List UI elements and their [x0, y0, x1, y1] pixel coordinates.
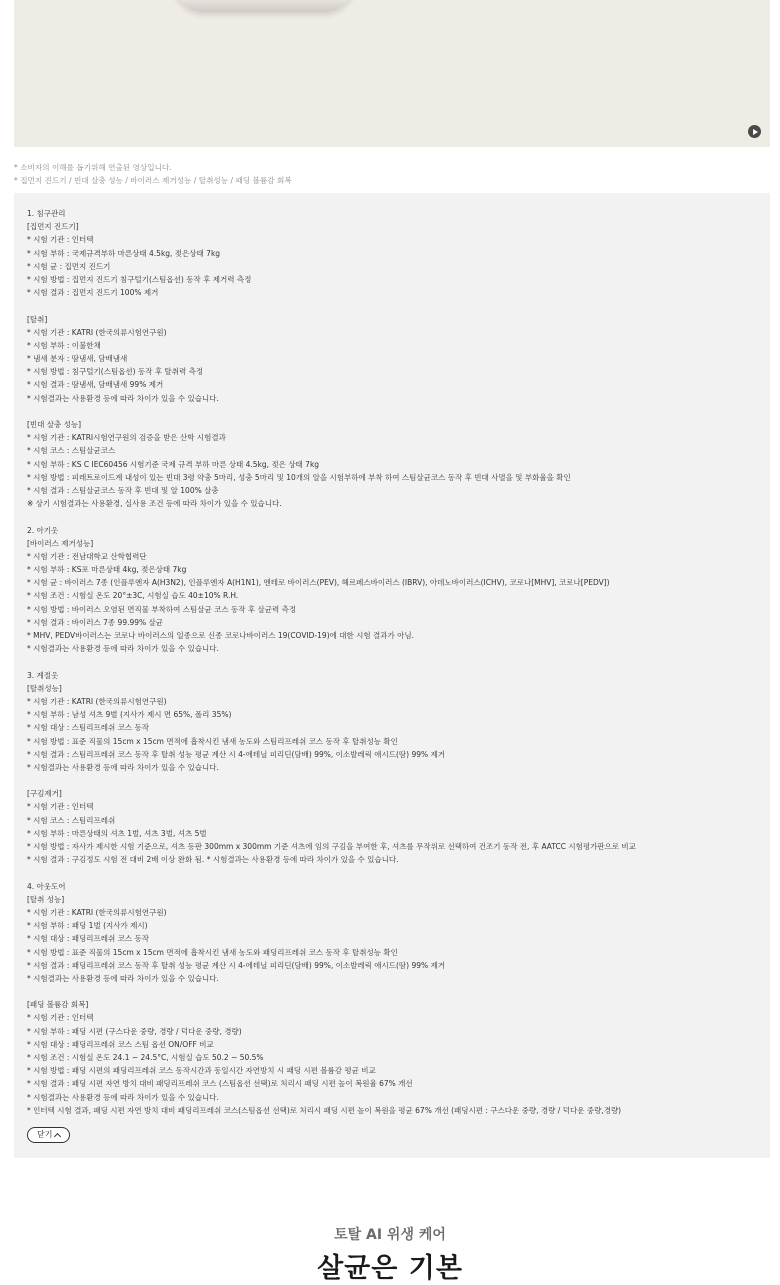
detail-line: * 시험 조건 : 시험실 온도 20°±3C, 시험실 습도 40±10% R.H. — [27, 591, 239, 601]
detail-line: * 시험 코스 : 스팀살균코스 — [27, 446, 116, 456]
detail-line: * 시험 결과 : 집먼지 진드기 100% 제거 — [27, 288, 159, 298]
detail-line: * 시험 부하 : KS C IEC60456 시험기준 국제 규격 부하 마른 상태 4.5kg, 젖은 상태 7kg — [27, 459, 320, 469]
detail-line: * 시험 코스 : 스팀리프레쉬 — [27, 815, 116, 825]
section-title: 살균은 기본 — [317, 1253, 463, 1284]
detail-line: * 시험 방법 : 바이러스 오염된 면직물 부착하여 스팀살균 코스 동작 후 살균력 측정 — [27, 604, 297, 614]
detail-line: * 시험 기관 : 전남대학교 산학협력단 — [27, 551, 147, 561]
detail-line: * 인터텍 시험 결과, 패딩 시편 자연 방치 대비 패딩리프레쉬 코스(스팀옵션 선택)로 처리시 패딩 시편 높이 복원을 평균 67% 개선 (패딩시편 : 구스다운 중량, 경량 / 덕다운 중량,경량) — [27, 1105, 622, 1115]
video-note: * 집먼지 진드기 / 빈대 살충 성능 / 바이러스 제거성능 / 탈취성능 / 패딩 볼륨감 회복 — [14, 176, 292, 185]
detail-line: [탈취 성능] — [27, 894, 65, 904]
detail-line: [패딩 볼륨감 회복] — [27, 1000, 89, 1010]
detail-line: * 시험 방법 : 자사가 제시한 시험 기준으로, 셔츠 등판 300mm x 300mm 기준 셔츠에 임의 구김을 부여한 후, 셔츠를 무작위로 선택하여 건조기 동작 전, 후 AATCC 시험평가판으로 비교 — [27, 842, 636, 851]
detail-line: * 시험 부하 : KS포 마른상태 4kg, 젖은상태 7kg — [27, 565, 187, 575]
detail-line: * 시험 결과 : 패딩 시편 자연 방치 대비 패딩리프레쉬 코스 (스팀옵션 선택)로 처리시 패딩 시편 높이 복원율 67% 개선 — [27, 1079, 413, 1089]
detail-line: * 시험결과는 사용환경 등에 따라 차이가 있을 수 있습니다. — [27, 644, 219, 654]
detail-line — [27, 985, 757, 998]
detail-line: * 시험 기관 : KATRI (한국의류시험연구원) — [27, 696, 167, 706]
video-notes — [14, 161, 292, 187]
detail-line: 4. 아웃도어 — [27, 881, 66, 891]
detail-line: * 시험 방법 : 집먼지 진드기 침구털기(스팀옵션) 동작 후 제거력 측정 — [27, 274, 252, 284]
detail-line — [27, 510, 757, 523]
detail-line: * 시험 부하 : 패딩 시편 (구스다운 중량, 경량 / 덕다운 중량, 경량) — [27, 1026, 242, 1036]
test-details-text — [27, 207, 757, 1117]
detail-line: * 시험 결과 : 바이러스 7종 99.99% 살균 — [27, 617, 164, 627]
detail-line: [탈취] — [27, 314, 48, 324]
detail-line: * 시험 균 : 집먼지 진드기 — [27, 261, 111, 271]
detail-line: * 냄새 분자 : 땀냄새, 담배냄새 — [27, 354, 128, 364]
play-icon[interactable] — [748, 125, 761, 138]
detail-line: * 시험 방법 : 표준 직물의 15cm x 15cm 면적에 흡착시킨 냄새 농도와 스팀리프레쉬 코스 동작 후 탈취성능 확인 — [27, 736, 398, 746]
close-button[interactable] — [27, 1127, 70, 1143]
detail-line: 1. 침구관리 — [27, 209, 66, 218]
detail-line: * 시험 기관 : KATRI (한국의류시험연구원) — [27, 327, 167, 337]
video-note: * 소비자의 이해를 돕기위해 연출된 영상입니다. — [14, 163, 172, 172]
detail-line: * 시험 결과 : 구김정도 시험 전 대비 2배 이상 완화 됨. * 시험결과는 사용환경 등에 따라 차이가 있을 수 있습니다. — [27, 855, 399, 865]
detail-line: [바이러스 제거성능] — [27, 538, 94, 548]
close-button-label: 닫기 — [37, 1130, 53, 1139]
detail-line: * 시험 조건 : 시험실 온도 24.1 ~ 24.5°C, 시험실 습도 50.2 ~ 50.5% — [27, 1053, 264, 1062]
detail-line: * 시험 결과 : 패딩리프레쉬 코스 동작 후 탈취 성능 평균 계산 시 4-에테닐 피리딘(담배) 99%, 이소발레릭 애시드(땀) 99% 제거 — [27, 960, 446, 970]
detail-line: * 시험 부하 : 국제규격부하 마른상태 4.5kg, 젖은상태 7kg — [27, 248, 221, 258]
detail-line: * MHV, PEDV바이러스는 코로나 바이러스의 일종으로 신종 코로나바이러스 19(COVID-19)에 대한 시험 결과가 아님. — [27, 631, 414, 640]
product-image — [174, 0, 354, 12]
detail-line — [27, 655, 757, 668]
section-subtitle: 토탈 AI 위생 케어 — [334, 1227, 446, 1243]
detail-line: [구김제거] — [27, 789, 62, 799]
detail-line: ※ 상기 시험결과는 사용환경, 실사용 조건 등에 따라 차이가 있을 수 있습니다. — [27, 499, 282, 509]
detail-line: [빈대 살충 성능] — [27, 420, 82, 429]
detail-line: * 시험 결과 : 땀냄새, 담배냄새 99% 제거 — [27, 380, 164, 390]
detail-line: 2. 아기옷 — [27, 525, 59, 535]
detail-line: * 시험결과는 사용환경 등에 따라 차이가 있을 수 있습니다. — [27, 762, 219, 772]
test-details-panel — [14, 193, 770, 1158]
detail-line: [집먼지 진드기] — [27, 222, 79, 232]
detail-line: * 시험 기관 : KATRI시험연구원의 검증을 받은 산학 시험결과 — [27, 433, 226, 443]
detail-line — [27, 866, 757, 879]
detail-line: * 시험 부하 : 이불한채 — [27, 340, 101, 350]
chevron-up-icon — [54, 1132, 61, 1139]
detail-line: * 시험 기관 : 인터텍 — [27, 235, 94, 245]
detail-line: * 시험 대상 : 패딩리프레쉬 코스 동작 — [27, 934, 150, 944]
detail-line: * 시험 대상 : 패딩리프레쉬 코스 스팀 옵션 ON/OFF 비교 — [27, 1039, 214, 1049]
detail-line — [27, 405, 757, 418]
detail-line — [27, 774, 757, 787]
detail-line: * 시험결과는 사용환경 등에 따라 차이가 있을 수 있습니다. — [27, 973, 219, 983]
promo-video[interactable] — [14, 0, 770, 147]
detail-line: [탈취성능] — [27, 683, 62, 693]
detail-line: * 시험 부하 : 남성 셔츠 9벌 (지사가 제시 면 65%, 폴리 35%) — [27, 710, 232, 720]
detail-line — [27, 299, 757, 312]
detail-line: * 시험 방법 : 피레트로이드계 내성이 있는 빈대 3령 약충 5마리, 성충 5마리 및 10개의 알을 시험부하에 부착 하여 스팀살균코스 동작 후 빈대 사멸을 및 부화율을 확인 — [27, 472, 571, 482]
detail-line: * 시험결과는 사용환경 등에 따라 차이가 있을 수 있습니다. — [27, 393, 219, 403]
detail-line: * 시험결과는 사용환경 등에 따라 차이가 있을 수 있습니다. — [27, 1092, 219, 1102]
detail-line: * 시험 대상 : 스팀리프레쉬 코스 동작 — [27, 723, 150, 733]
detail-line: * 시험 균 : 바이러스 7종 (인플루엔자 A(H3N2), 인플루엔자 A(H1N1), 엔테로 바이러스(PEV), 헤르페스바이러스 (IBRV), 아데노바이러스(ICHV), 코로나[MHV], 코로나[PEDV]) — [27, 578, 610, 588]
detail-line: * 시험 기관 : KATRI (한국의류시험연구원) — [27, 907, 167, 917]
detail-line: * 시험 부하 : 마른상태의 셔츠 1벌, 셔츠 3벌, 셔츠 5벌 — [27, 828, 207, 838]
detail-line: * 시험 방법 : 표준 직물의 15cm x 15cm 면적에 흡착시킨 냄새 농도와 패딩리프레쉬 코스 동작 후 탈취성능 확인 — [27, 947, 398, 957]
detail-line: * 시험 방법 : 패딩 시편의 패딩리프레쉬 코스 동작시간과 동일시간 자연방치 시 패딩 시편 볼륨감 평균 비교 — [27, 1066, 376, 1076]
detail-line: * 시험 기관 : 인터텍 — [27, 802, 94, 812]
detail-line: * 시험 결과 : 스팀리프레쉬 코스 동작 후 탈취 성능 평균 계산 시 4-에테닐 피리딘(담배) 99%, 이소발레릭 애시드(땀) 99% 제거 — [27, 749, 446, 759]
detail-line: 3. 계절옷 — [27, 670, 59, 680]
detail-line: * 시험 결과 : 스팀살균코스 동작 후 빈대 및 알 100% 살충 — [27, 485, 219, 495]
detail-line: * 시험 방법 : 침구털기(스팀옵션) 동작 후 탈취력 측정 — [27, 367, 204, 377]
detail-line: * 시험 부하 : 패딩 1벌 (지사가 제시) — [27, 921, 148, 931]
detail-line: * 시험 기관 : 인터텍 — [27, 1013, 94, 1023]
